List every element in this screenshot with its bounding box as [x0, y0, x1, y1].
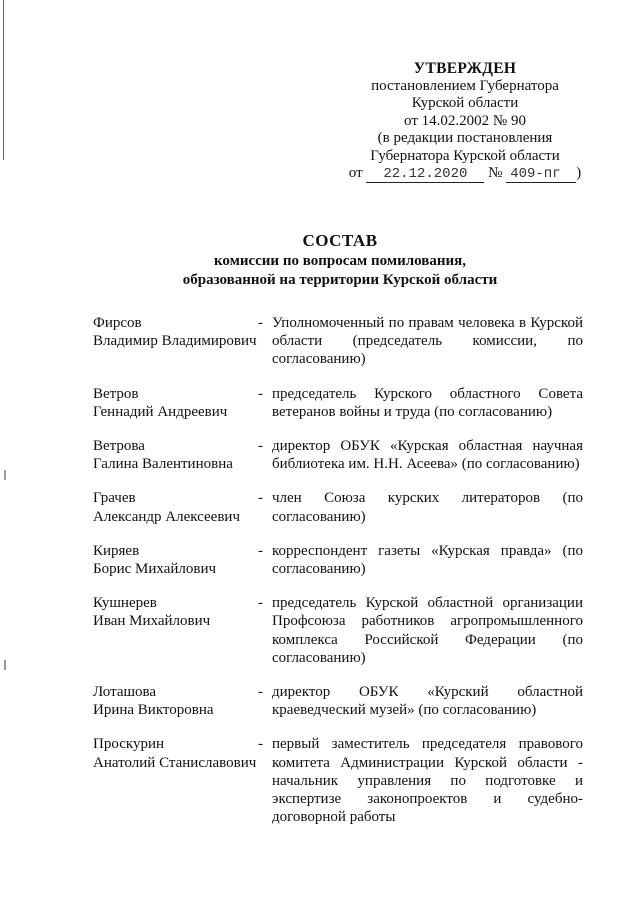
- scan-margin-mark: [4, 470, 6, 480]
- heading-subtitle: образованной на территории Курской области: [182, 271, 498, 288]
- member-given-name: Иван Михайлович: [93, 613, 211, 630]
- number-value: 409-пг: [506, 167, 576, 183]
- member-name: [93, 594, 258, 667]
- member-description: директор ОБУК «Курская областная научная библиотека им. Н.Н. Асеева» (по согласованию): [272, 438, 583, 473]
- member-name: [93, 542, 258, 578]
- member-row: [93, 542, 583, 578]
- member-row: [93, 314, 583, 369]
- member-dash: -: [258, 736, 263, 753]
- approval-line: (в редакции постановления: [377, 130, 553, 146]
- heading-subtitle: комиссии по вопросам помилования,: [213, 253, 467, 269]
- date-value: 22.12.2020: [366, 167, 484, 183]
- heading-title: СОСТАВ: [302, 231, 378, 250]
- approval-line: Курской области: [411, 95, 519, 111]
- approval-line: постановлением Губернатора: [371, 77, 559, 94]
- member-description: корреспондент газеты «Курская правда» (по согласованию): [272, 542, 583, 578]
- member-surname: Грачев: [93, 490, 136, 507]
- member-dash: -: [258, 542, 263, 559]
- member-given-name: Ирина Викторовна: [93, 702, 214, 719]
- member-name: [93, 489, 258, 525]
- member-dash: -: [258, 490, 263, 507]
- member-description: председатель Курской областной организации Профсоюза работников агропромышленного комплекса Российской Федерации (по согласованию): [272, 595, 583, 666]
- member-given-name: Анатолий Станиславович: [93, 754, 257, 771]
- member-name: [93, 735, 258, 826]
- member-row: [93, 683, 583, 719]
- member-name: [93, 385, 258, 421]
- member-row: [93, 594, 583, 667]
- member-dash: -: [258, 595, 263, 612]
- closing-bracket: ): [576, 165, 582, 181]
- member-row: [93, 735, 583, 826]
- scan-margin-mark: [4, 660, 6, 670]
- member-description: первый заместитель председателя правового комитета Администрации Курской области - начальник управления по подготовке и экспертизе законопроектов и судебно-договорной работы: [272, 736, 583, 826]
- member-row: [93, 489, 583, 525]
- member-surname: Проскурин: [93, 736, 164, 753]
- document-heading: [110, 230, 570, 289]
- approval-line: от 14.02.2002 № 90: [404, 112, 526, 129]
- member-description: председатель Курского областного Совета ветеранов войны и труда (по согласованию): [272, 385, 583, 420]
- member-dash: -: [258, 385, 263, 402]
- member-given-name: Галина Валентиновна: [93, 456, 233, 473]
- member-dash: -: [258, 438, 263, 455]
- member-given-name: Александр Алексеевич: [93, 508, 240, 525]
- scan-margin-line: [3, 0, 4, 160]
- approval-stamp: [300, 60, 630, 183]
- approval-title: УТВЕРЖДЕН: [413, 60, 517, 77]
- member-dash: -: [258, 684, 263, 701]
- approval-line: Губернатора Курской области: [370, 147, 560, 164]
- member-given-name: Борис Михайлович: [93, 561, 217, 578]
- member-description: Уполномоченный по правам человека в Курской области (председатель комиссии, по согласованию): [272, 315, 583, 368]
- member-surname: Ветрова: [93, 438, 145, 455]
- date-prefix: от: [348, 165, 363, 181]
- member-surname: Ветров: [93, 385, 139, 402]
- member-surname: Киряев: [93, 542, 140, 559]
- member-given-name: Геннадий Андреевич: [93, 403, 228, 420]
- member-surname: Лоташова: [93, 684, 157, 701]
- member-surname: Кушнерев: [93, 595, 157, 612]
- member-surname: Фирсов: [93, 315, 142, 331]
- members-list: [93, 314, 583, 842]
- number-sign: №: [488, 165, 503, 181]
- member-given-name: Владимир Владимирович: [93, 333, 257, 350]
- member-description: член Союза курских литераторов (по согласованию): [272, 490, 583, 525]
- member-dash: -: [258, 315, 263, 331]
- member-row: [93, 437, 583, 473]
- member-name: [93, 683, 258, 719]
- member-row: [93, 385, 583, 421]
- member-description: директор ОБУК «Курский областной краеведческий музей» (по согласованию): [272, 684, 583, 719]
- member-name: [93, 437, 258, 473]
- approval-date-line: [300, 165, 630, 183]
- member-name: [93, 314, 258, 369]
